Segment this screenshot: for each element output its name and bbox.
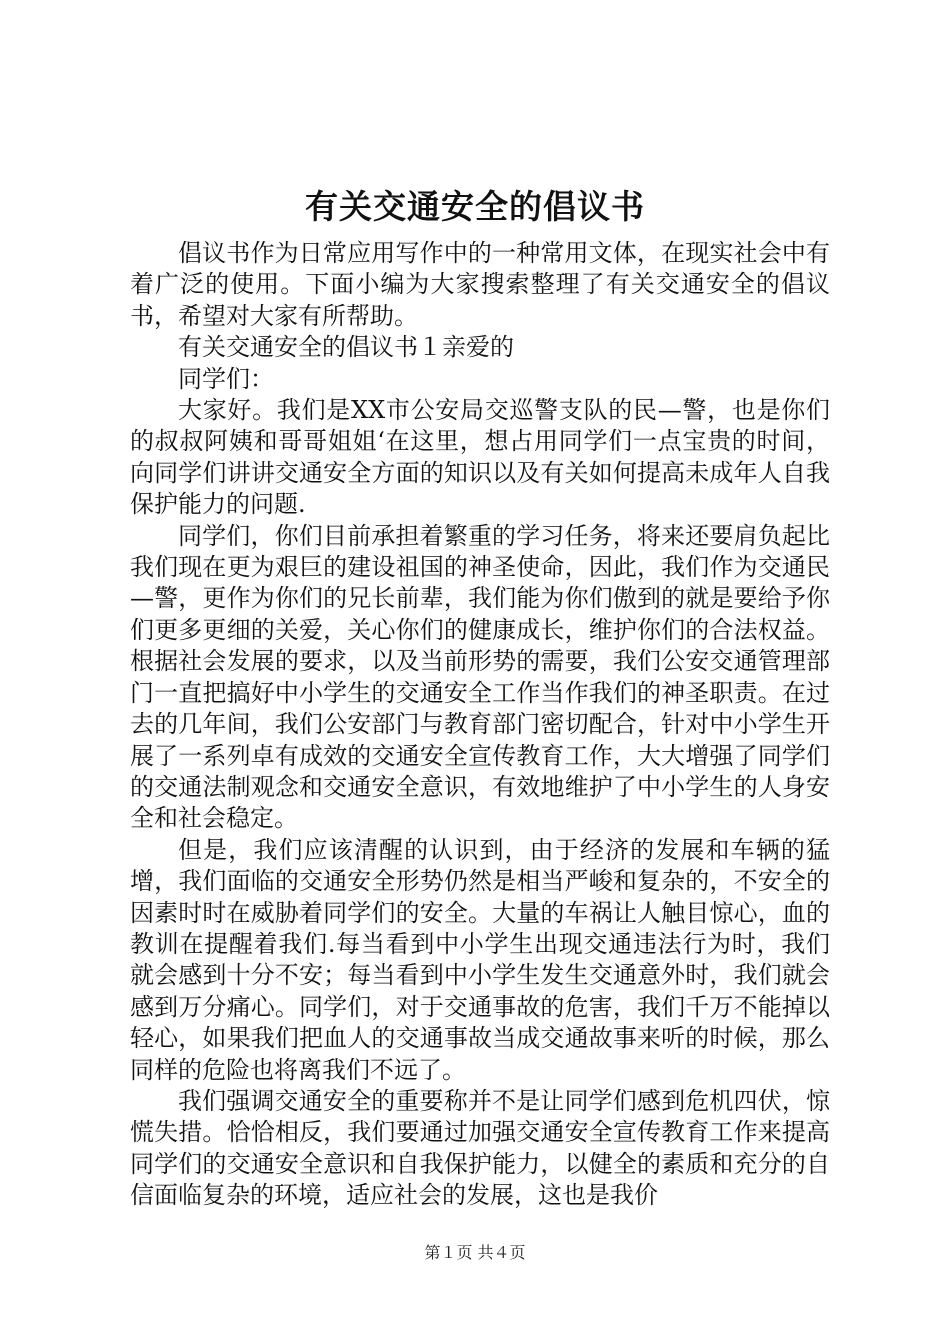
page-number-footer: 第１页 共４页 — [424, 1243, 526, 1262]
paragraph-greeting: 大家好。我们是XX市公安局交巡警支队的民—警，也是你们的叔叔阿姨和哥哥姐姐‘在这里，想占用同学们一点宝贵的时间，向同学们讲讲交通安全方面的知识以及有关如何提高未成年人自我保护能力的问题. — [130, 396, 830, 519]
paragraph-warning: 但是，我们应该清醒的认识到，由于经济的发展和车辆的猛增，我们面临的交通安全形势仍然是相当严峻和复杂的，不安全的因素时时在威胁着同学们的安全。大量的车祸让人触目惊心，血的教训在提醒着我们.每当看到中小学生出现交通违法行为时，我们就会感到十分不安；每当看到中小学生发生交通意外时，我们就会感到万分痛心。同学们，对于交通事故的危害，我们千万不能掉以轻心，如果我们把血人的交通事故当成交通故事来听的时候，那么同样的危险也将离我们不远了。 — [130, 835, 830, 1084]
document-body — [130, 238, 830, 1212]
paragraph-emphasis: 我们强调交通安全的重要称并不是让同学们感到危机四伏，惊慌失措。恰恰相反，我们要通过加强交通安全宣传教育工作来提高同学们的交通安全意识和自我保护能力，以健全的素质和充分的自信面临复杂的环境，适应社会的发展，这也是我价 — [130, 1086, 830, 1210]
paragraph-responsibility: 同学们，你们目前承担着繁重的学习任务，将来还要肩负起比我们现在更为艰巨的建设祖国的神圣使命，因此，我们作为交通民—警，更作为你们的兄长前辈，我们能为你们傲到的就是要给予你们更多更细的关爱，关心你们的健康成长，维护你们的合法权益。根据社会发展的要求，以及当前形势的需要，我们公安交通管理部门一直把搞好中小学生的交通安全工作当作我们的神圣职责。在过去的几年间，我们公安部门与教育部门密切配合，针对中小学生开展了一系列卓有成效的交通安全宣传教育工作，大大增强了同学们的交通法制观念和交通安全意识，有效地维护了中小学生的人身安全和社会稳定。 — [130, 521, 830, 833]
paragraph-intro: 倡议书作为日常应用写作中的一种常用文体，在现实社会中有着广泛的使用。下面小编为大家搜索整理了有关交通安全的倡议书，希望对大家有所帮助。 — [130, 239, 830, 330]
paragraph-heading: 有关交通安全的倡议书１亲爱的 — [178, 333, 514, 362]
paragraph-salutation: 同学们： — [178, 364, 274, 393]
document-title: 有关交通安全的倡议书 — [305, 187, 645, 226]
